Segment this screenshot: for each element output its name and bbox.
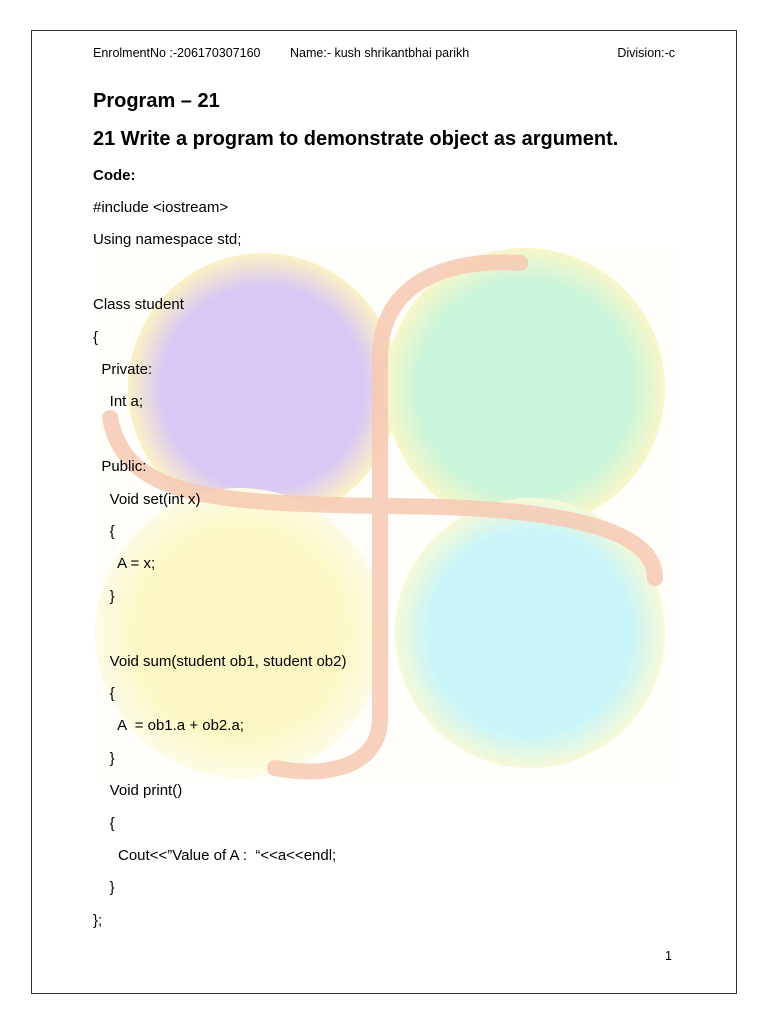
code-line: { xyxy=(93,685,115,702)
code-line: Using namespace std; xyxy=(93,231,242,248)
division: Division:-c xyxy=(617,46,675,60)
watermark-green-circle xyxy=(385,248,665,528)
code-line: { xyxy=(93,815,115,832)
code-line: Void sum(student ob1, student ob2) xyxy=(93,653,347,670)
code-line: } xyxy=(93,750,115,767)
code-line: Cout<<”Value of A : “<<a<<endl; xyxy=(93,847,337,864)
code-line: { xyxy=(93,523,115,540)
watermark-logo xyxy=(95,248,680,784)
code-line: } xyxy=(93,588,115,605)
code-line: A = x; xyxy=(93,555,156,572)
code-line: Void set(int x) xyxy=(93,491,201,508)
question-heading: 21 Write a program to demonstrate object as argument. xyxy=(93,128,619,150)
code-line: Void print() xyxy=(93,782,183,799)
code-line: Public: xyxy=(93,458,147,475)
code-line: Int a; xyxy=(93,393,144,410)
code-line: }; xyxy=(93,912,103,929)
enrolment-number: EnrolmentNo :-206170307160 xyxy=(93,46,261,60)
code-line: Private: xyxy=(93,361,153,378)
code-line: } xyxy=(93,879,115,896)
code-line: A = ob1.a + ob2.a; xyxy=(93,717,244,734)
code-line: #include <iostream> xyxy=(93,199,229,216)
page-number: 1 xyxy=(665,949,672,963)
code-label: Code: xyxy=(93,167,136,184)
student-name: Name:- kush shrikantbhai parikh xyxy=(290,46,470,60)
page-header xyxy=(93,44,675,62)
code-line: { xyxy=(93,329,99,346)
program-title: Program – 21 xyxy=(93,90,220,112)
code-line: Class student xyxy=(93,296,184,313)
